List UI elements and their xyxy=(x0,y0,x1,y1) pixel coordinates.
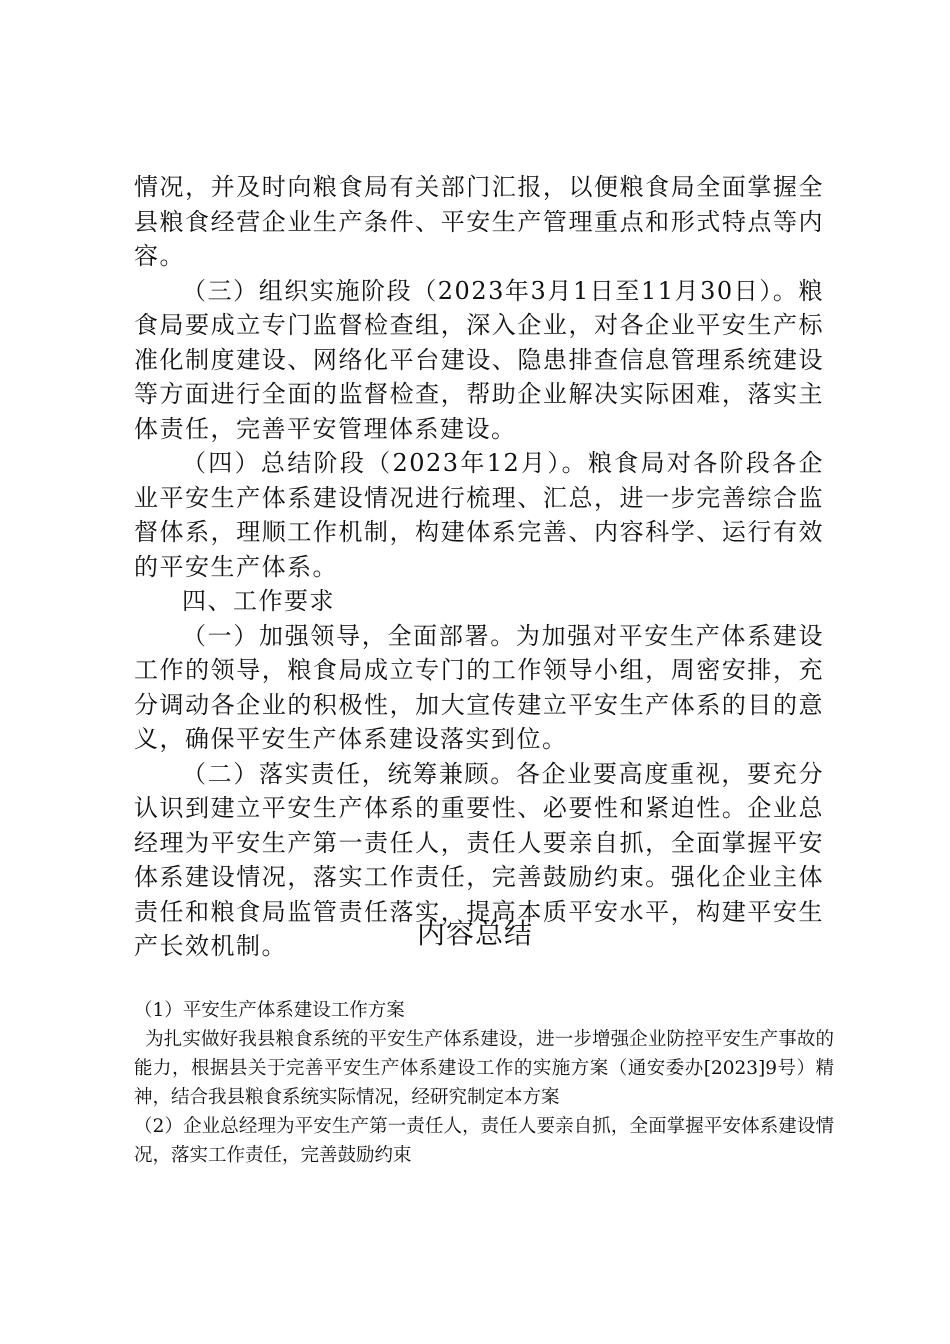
document-body xyxy=(134,170,824,964)
body-paragraph: （二）落实责任，统筹兼顾。各企业要高度重视，要充分认识到建立平安生产体系的重要性、必要性和紧迫性。企业总经理为平安生产第一责任人，责任人要亲自抓，全面掌握平安体系建设情况，落实工作责任，完善鼓励约束。强化企业主体责任和粮食局监管责任落实，提高本质平安水平，构建平安生产长效机制。 xyxy=(134,759,824,960)
body-paragraph: （三）组织实施阶段（2023年3月1日至11月30日）。粮食局要成立专门监督检查组，深入企业，对各企业平安生产标准化制度建设、网络化平台建设、隐患排查信息管理系统建设等方面进行全面的监督检查，帮助企业解决实际困难，落实主体责任，完善平安管理体系建设。 xyxy=(134,276,824,443)
body-paragraph: 情况，并及时向粮食局有关部门汇报，以便粮食局全面掌握全县粮食经营企业生产条件、平安生产管理重点和形式特点等内容。 xyxy=(134,173,824,270)
summary-item: （2）企业总经理为平安生产第一责任人，责任人要亲自抓，全面掌握平安体系建设情况，落实工作责任，完善鼓励约束 xyxy=(134,1116,834,1166)
summary-body xyxy=(134,996,834,1170)
section-heading: 四、工作要求 xyxy=(182,587,335,615)
summary-item: 为扎实做好我县粮食系统的平安生产体系建设，进一步增强企业防控平安生产事故的能力，根据县关于完善平安生产体系建设工作的实施方案（通安委办[2023]9号）精神，结合我县粮食系统实际情况，经研究制定本方案 xyxy=(134,1029,834,1108)
summary-item: （1）平安生产体系建设工作方案 xyxy=(134,1000,405,1021)
body-paragraph: （四）总结阶段（2023年12月）。粮食局对各阶段各企业平安生产体系建设情况进行梳理、汇总，进一步完善综合监督体系，理顺工作机制，构建体系完善、内容科学、运行有效的平安生产体系。 xyxy=(134,449,824,581)
summary-heading: 内容总结 xyxy=(416,917,533,950)
body-paragraph: （一）加强领导，全面部署。为加强对平安生产体系建设工作的领导，粮食局成立专门的工作领导小组，周密安排，充分调动各企业的积极性，加大宣传建立平安生产体系的目的意义，确保平安生产体系建设落实到位。 xyxy=(134,621,824,753)
